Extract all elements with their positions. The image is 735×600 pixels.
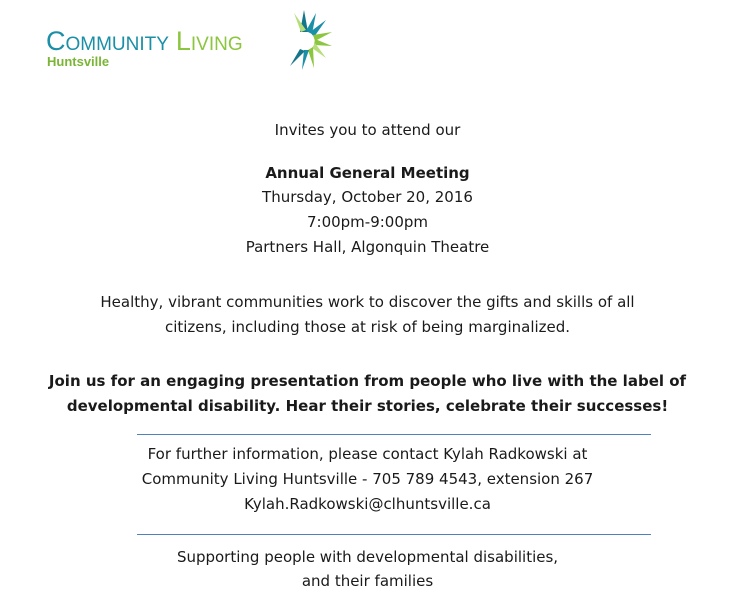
logo-word-living: Living [175, 26, 243, 56]
mission-line-1: Healthy, vibrant communities work to discover the gifts and skills of all [100, 293, 635, 311]
divider-top [137, 434, 651, 435]
invite-intro: Invites you to attend our [274, 121, 461, 139]
sunburst-logo-icon [272, 8, 336, 72]
event-time: 7:00pm-9:00pm [306, 213, 429, 231]
logo-location: Huntsville [47, 54, 110, 69]
divider-bottom [137, 534, 651, 535]
tagline-line-1: Supporting people with developmental disabilities, [176, 548, 559, 566]
logo-wordmark [46, 26, 243, 57]
contact-line-2: Community Living Huntsville - 705 789 4543, extension 267 [141, 470, 594, 488]
callout-line-1: Join us for an engaging presentation from people who live with the label of [48, 372, 687, 390]
logo-word-community: Community [46, 26, 169, 56]
community-living-logo [44, 8, 334, 72]
event-venue: Partners Hall, Algonquin Theatre [245, 238, 490, 256]
tagline-line-2: and their families [301, 572, 434, 590]
event-title: Annual General Meeting [265, 164, 470, 182]
callout-line-2: developmental disability. Hear their stories, celebrate their successes! [66, 397, 669, 415]
event-date: Thursday, October 20, 2016 [262, 188, 473, 206]
contact-email-link[interactable]: Kylah.Radkowski@clhuntsville.ca [244, 495, 491, 513]
mission-line-2: citizens, including those at risk of being marginalized. [164, 318, 571, 336]
contact-line-1: For further information, please contact Kylah Radkowski at [147, 445, 588, 463]
